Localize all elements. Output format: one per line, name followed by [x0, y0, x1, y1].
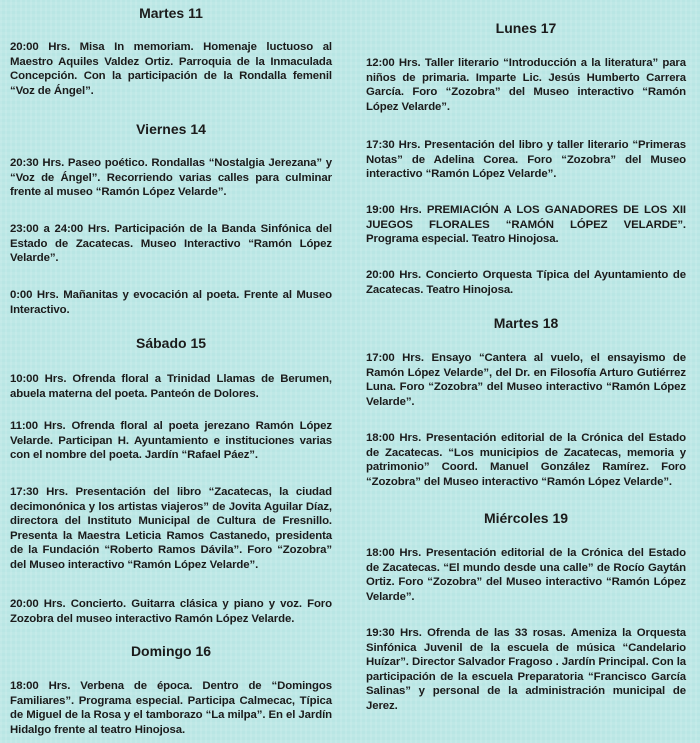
event-item: 18:00 Hrs. Verbena de época. Dentro de “Domingos Familiares”. Programa especial. Participa Calmecac, Típica de Miguel de la Rosa y el tamborazo “La milpa”. En el Jardín Hidalgo frente al teatro Hinojosa. [10, 680, 332, 736]
event-item: 17:30 Hrs. Presentación del libro y taller literario “Primeras Notas” de Adelina Corea. Foro “Zozobra” del Museo interactivo “Ramón López Velarde”. [366, 139, 686, 180]
event-item: 17:00 Hrs. Ensayo “Cantera al vuelo, el ensayismo de Ramón López Velarde”, del Dr. en Filosofía Arturo Gutiérrez Luna. Foro “Zozobra” del Museo interactivo “Ramón López Velarde”. [366, 352, 686, 408]
event-item: 20:00 Hrs. Misa In memoriam. Homenaje luctuoso al Maestro Aquiles Valdez Ortiz. Parroquia de la Inmaculada Concepción. Con la participación de la Rondalla femenil “Voz de Ángel”. [10, 41, 332, 97]
event-item: 23:00 a 24:00 Hrs. Participación de la Banda Sinfónica del Estado de Zacatecas. Museo Interactivo “Ramón López Velarde”. [10, 223, 332, 264]
day-heading-martes-18: Martes 18 [493, 315, 559, 331]
event-item: 20:00 Hrs. Concierto. Guitarra clásica y piano y voz. Foro Zozobra del museo interactivo Ramón López Velarde. [10, 598, 332, 625]
event-item: 20:00 Hrs. Concierto Orquesta Típica del Ayuntamiento de Zacatecas. Teatro Hinojosa. [366, 269, 686, 296]
event-item: 12:00 Hrs. Taller literario “Introducción a la literatura” para niños de primaria. Imparte Lic. Jesús Humberto Carrera García. Foro “Zozobra” del Museo interactivo “Ramón López Velarde”. [366, 57, 686, 113]
event-item: 0:00 Hrs. Mañanitas y evocación al poeta. Frente al Museo Interactivo. [10, 289, 332, 316]
day-heading-miercoles-19: Miércoles 19 [483, 510, 569, 526]
event-item: 20:30 Hrs. Paseo poético. Rondallas “Nostalgia Jerezana” y “Voz de Ángel”. Recorriendo varias calles para culminar frente al museo “Ramón López Velarde”. [10, 157, 332, 198]
day-heading-viernes-14: Viernes 14 [136, 121, 206, 137]
event-item: 10:00 Hrs. Ofrenda floral a Trinidad Llamas de Berumen, abuela materna del poeta. Panteón de Dolores. [10, 373, 332, 400]
event-item: 19:30 Hrs. Ofrenda de las 33 rosas. Ameniza la Orquesta Sinfónica Juvenil de la escuela de música “Candelario Huízar”. Director Salvador Fragoso . Jardín Principal. Con la participación de la escuela Preparatoria “Francisco García Salinas” y personal de la administración municipal de Jerez. [366, 627, 686, 712]
day-heading-lunes-17: Lunes 17 [495, 20, 557, 36]
event-item: 18:00 Hrs. Presentación editorial de la Crónica del Estado de Zacatecas. “Los municipios de Zacatecas, memoria y patrimonio” Coord. Manuel González Ramírez. Foro “Zozobra” del Museo interactivo “Ramón López Velarde”. [366, 432, 686, 488]
day-heading-sabado-15: Sábado 15 [135, 335, 207, 351]
event-item: 19:00 Hrs. PREMIACIÓN A LOS GANADORES DE LOS XII JUEGOS FLORALES “RAMÓN LÓPEZ VELARDE”. Programa especial. Teatro Hinojosa. [366, 204, 686, 245]
day-heading-domingo-16: Domingo 16 [130, 643, 212, 659]
event-item: 17:30 Hrs. Presentación del libro “Zacatecas, la ciudad decimonónica y los artistas viajeros” de Jovita Aguilar Díaz, directora del Instituto Municipal de Cultura de Fresnillo. Presenta la Maestra Leticia Ramos Castanedo, presidenta de la Fundación “Roberto Ramos Dávila”. Foro “Zozobra” del Museo interactivo “Ramón López Velarde”. [10, 486, 332, 571]
day-heading-martes-11: Martes 11 [139, 5, 203, 21]
event-item: 11:00 Hrs. Ofrenda floral al poeta jerezano Ramón López Velarde. Participan H. Ayuntamiento e instituciones varias con el nombre del poeta. Jardín “Rafael Páez”. [10, 420, 332, 461]
event-item: 18:00 Hrs. Presentación editorial de la Crónica del Estado de Zacatecas. “El mundo desde una calle” de Rocío Gaytán Ortiz. Foro “Zozobra” del Museo interactivo “Ramón López Velarde”. [366, 547, 686, 603]
